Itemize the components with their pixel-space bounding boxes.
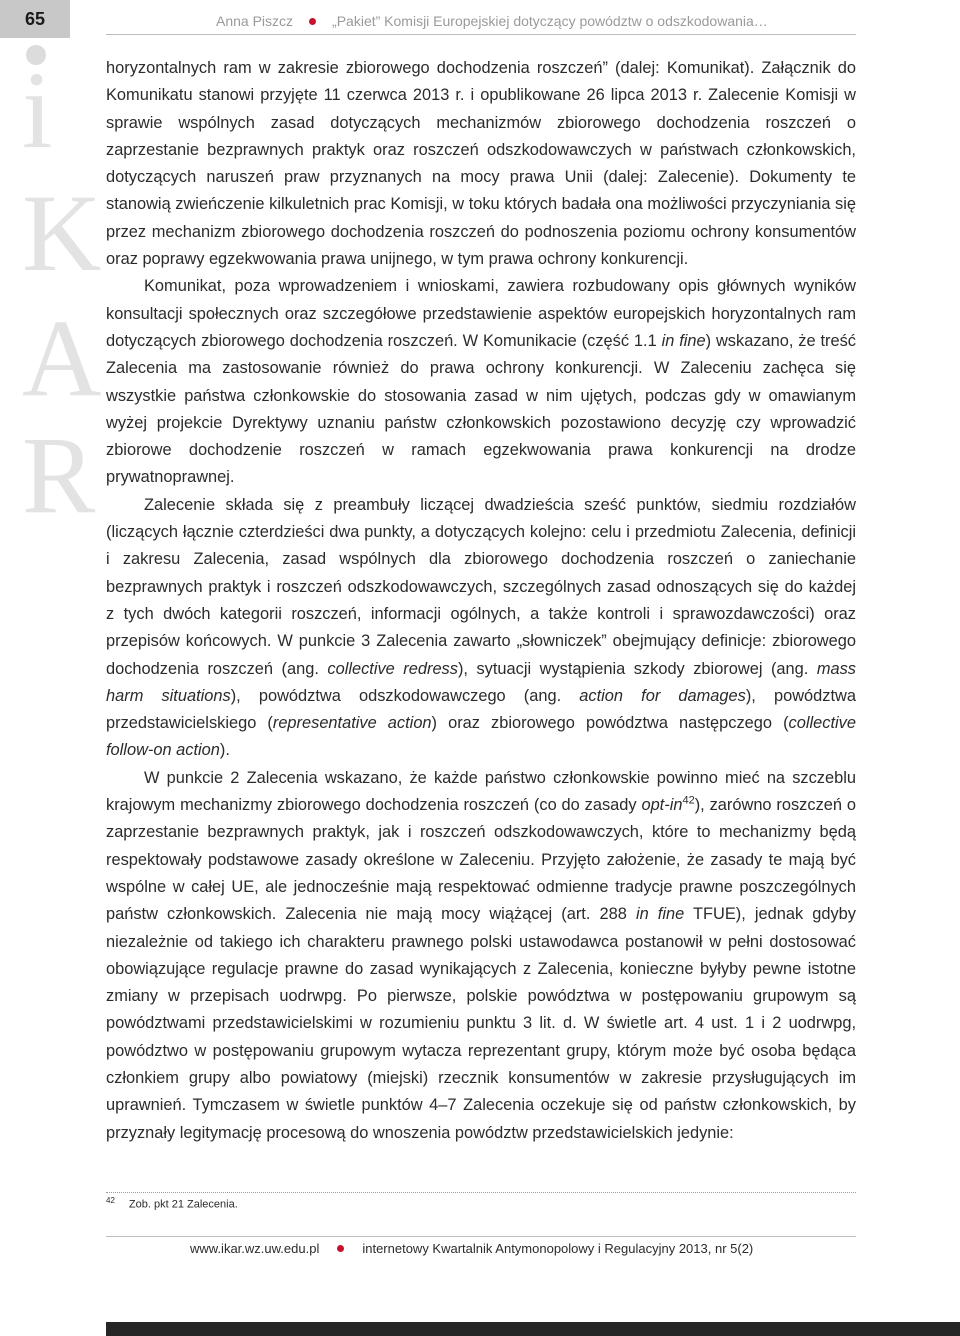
sidebar-letter-k: K	[22, 172, 102, 294]
sidebar-letter-i: i	[22, 49, 53, 171]
paragraph-1: horyzontalnych ram w zakresie zbiorowego dochodzenia roszczeń” (dalej: Komunikat). Załącznik do Komunikatu stanowi przyjęte 11 czerwca 2013 r. i opublikowane 26 lipca 2013 r. Zalecenie Komisji w sprawie wspólnych zasad dotyczących mechanizmów zbiorowego dochodzenia roszczeń o zaprzestanie bezprawnych praktyk oraz roszczeń odszkodowawczych w państwach członkowskich, dotyczących naruszeń praw przyznanych na mocy prawa Unii (dalej: Zalecenie). Dokumenty te stanowią zwieńczenie kilkuletnich prac Komisji, w toku których badała ona możliwości przyczyniania się przez mechanizm zbiorowego dochodzenia roszczeń do podnoszenia poziomu ochrony konsumentów oraz poprawy egzekwowania prawa unijnego, w tym prawa ochrony konkurencji.	[106, 59, 856, 269]
running-header	[216, 11, 856, 31]
running-footer	[190, 1239, 753, 1257]
paragraph-3: Zalecenie składa się z preambuły liczącej dwadzieścia sześć punktów, siedmiu rozdziałów (liczących łącznie czterdzieści dwa punkty, a dotyczących kolejno: celu i przedmiotu Zalecenia, definicji i zakresu Zalecenia, zasad wspólnych dla zbiorowego dochodzenia roszczeń o zaniechanie bezprawnych praktyk i roszczeń odszkodowawczych, szczególnych zasad odnoszących się do każdej z tych dwóch kategorii roszczeń, informacji ogólnych, a także kontroli i sprawozdawczości) oraz przepisów końcowych. W punkcie 3 Zalecenia zawarto „słowniczek” obejmujący definicje: zbiorowego dochodzenia roszczeń (ang. collective redress), sytuacji wystąpienia szkody zbiorowej (ang. mass harm situations), powództwa odszkodowawczego (ang. action for damages), powództwa przedstawicielskiego (representative action) oraz zbiorowego powództwa następczego (collective follow-on action).	[106, 495, 856, 760]
header-divider	[106, 34, 856, 35]
sidebar-letter-a: A	[22, 297, 102, 419]
footer-url[interactable]: www.ikar.wz.uw.edu.pl	[190, 1240, 320, 1256]
article-body	[106, 55, 856, 1147]
footnote-divider	[106, 1192, 856, 1193]
footnote-ref[interactable]: 42	[682, 794, 695, 807]
footer-journal: internetowy Kwartalnik Antymonopolowy i Regulacyjny 2013, nr 5(2)	[362, 1240, 754, 1256]
footer-divider	[106, 1236, 856, 1237]
footer-dot-icon	[337, 1245, 344, 1252]
footnote-number: 42	[106, 1196, 115, 1205]
sidebar-letter-r: R	[22, 414, 96, 536]
header-dot-icon	[309, 18, 316, 25]
bottom-bar	[106, 1322, 960, 1336]
header-title: „Pakiet” Komisji Europejskiej dotyczący powództw o odszkodowania…	[332, 13, 768, 29]
footnote-text: Zob. pkt 21 Zalecenia.	[128, 1198, 238, 1211]
page-number: 65	[0, 0, 70, 38]
header-author: Anna Piszcz	[216, 13, 294, 29]
paragraph-2: Komunikat, poza wprowadzeniem i wnioskami, zawiera rozbudowany opis głównych wyników konsultacji społecznych oraz szczegółowe przedstawienie aspektów europejskich horyzontalnych ram dotyczących zbiorowego dochodzenia roszczeń. W Komunikacie (część 1.1 in fine) wskazano, że treść Zalecenia ma zastosowanie również do prawa ochrony konkurencji. W Zaleceniu zachęca się wszystkie państwa członkowskie do stosowania zasad w nim ujętych, podczas gdy w omawianym wyżej projekcie Dyrektywy uznaniu państw członkowskich pozostawiono decyzję czy wprowadzić zbiorowe dochodzenie roszczeń w ramach egzekwowania prawa konkurencji na drodze prywatnoprawnej.	[106, 277, 856, 487]
footnote	[106, 1196, 238, 1211]
paragraph-4: W punkcie 2 Zalecenia wskazano, że każde państwo członkowskie powinno mieć na szczeblu krajowym mechanizmy zbiorowego dochodzenia roszczeń (co do zasady opt-$in^{42}$), zarówno roszczeń o zaprzestanie bezprawnych praktyk, jak i roszczeń odszkodowawczych, które to mechanizmy będą respektowały podstawowe zasady określone w Zaleceniu. Przyjęto założenie, że zasady te mają być wspólne w całej UE, ale jednocześnie mają respektować odmienne tradycje prawne poszczególnych państw członkowskich. Zalecenia nie mają mocy wiążącej (art. 288 in fine TFUE), jednak gdyby niezależnie od takiego ich charakteru prawnego polski ustawodawca postanowił w pełni dostosować obowiązujące regulacje prawne do zasad wynikających z Zalecenia, konieczne byłyby pewne istotne zmiany w przepisach uodrwpg. Po pierwsze, polskie powództwa w postępowaniu grupowym są powództwami przedstawicielskimi w rozumieniu punktu 3 lit. d. W świetle art. 4 ust. 1 i 2 uodrwpg, powództwo w postępowaniu grupowym wytacza reprezentant grupy, którym może być osoba będąca członkiem grupy albo powiatowy (miejski) rzecznik konsumentów w zakresie przysługujących im uprawnień. Tymczasem w świetle punktów 4–7 Zalecenia oczekuje się od państw członkowskich, by przyznały legitymację procesową do wnoszenia powództw przedstawicielskich jedynie:	[106, 768, 856, 1142]
